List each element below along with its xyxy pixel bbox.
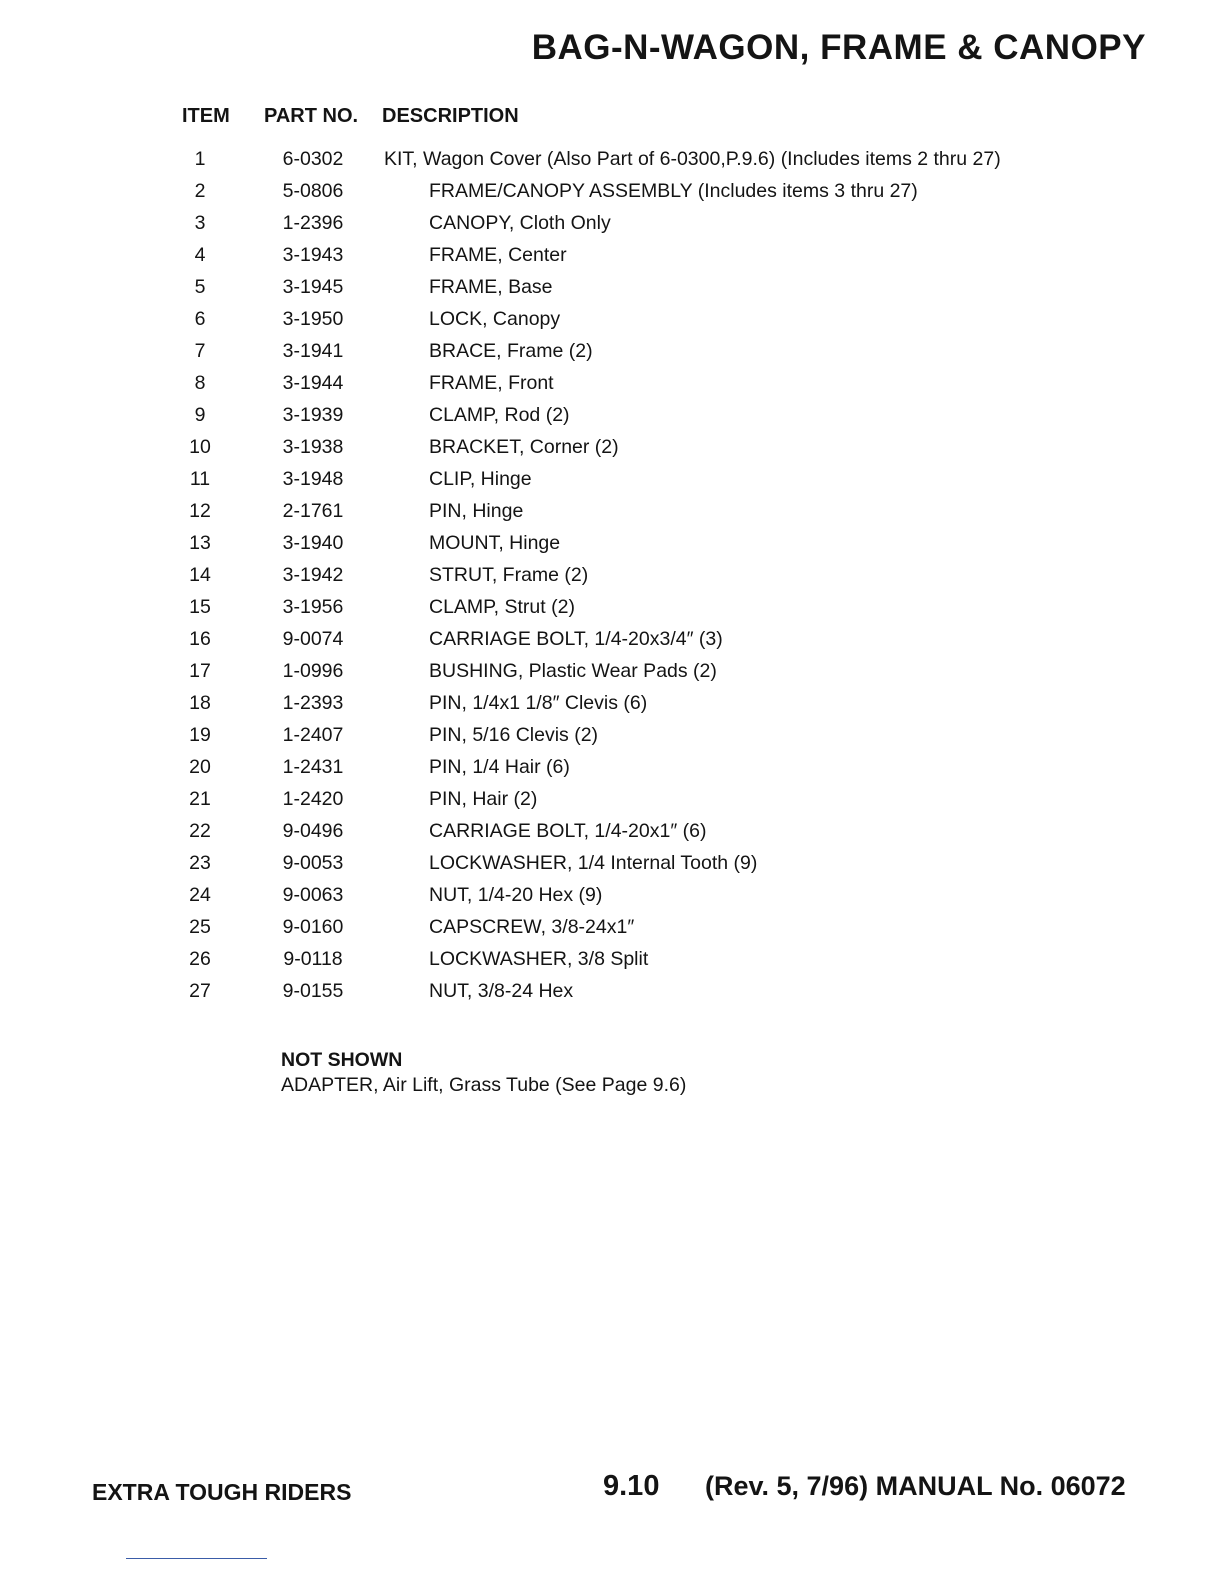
- part-number: 9-0118: [283, 948, 343, 970]
- parts-row: [0, 753, 1224, 785]
- part-number: 9-0074: [282, 628, 344, 650]
- description-column-header: DESCRIPTION: [382, 105, 519, 127]
- item-number: 2: [194, 180, 206, 202]
- item-number: 24: [189, 884, 211, 906]
- item-number: 13: [189, 532, 211, 554]
- parts-row: [0, 529, 1224, 561]
- parts-row: [0, 785, 1224, 817]
- part-description: PIN, Hinge: [429, 500, 524, 522]
- part-description: BRACE, Frame (2): [429, 340, 593, 362]
- part-no-column-header: PART NO.: [264, 105, 359, 127]
- parts-row: [0, 849, 1224, 881]
- part-number: 9-0160: [282, 916, 344, 938]
- part-description: PIN, 5/16 Clevis (2): [429, 724, 599, 746]
- parts-row: [0, 817, 1224, 849]
- item-number: 11: [189, 468, 211, 490]
- parts-row: [0, 305, 1224, 337]
- parts-row: [0, 881, 1224, 913]
- parts-row: [0, 945, 1224, 977]
- part-description: CLIP, Hinge: [429, 468, 532, 490]
- part-description: CARRIAGE BOLT, 1/4-20x1″ (6): [429, 820, 707, 842]
- part-description: PIN, Hair (2): [429, 788, 538, 810]
- part-description: CARRIAGE BOLT, 1/4-20x3/4″ (3): [429, 628, 723, 650]
- part-description: PIN, 1/4 Hair (6): [429, 756, 570, 778]
- part-number: 1-2407: [282, 724, 344, 746]
- parts-row: [0, 689, 1224, 721]
- parts-row: [0, 561, 1224, 593]
- item-number: 8: [194, 372, 206, 394]
- item-number: 1: [194, 148, 206, 170]
- parts-row: [0, 337, 1224, 369]
- part-description: LOCK, Canopy: [429, 308, 561, 330]
- part-description: KIT, Wagon Cover (Also Part of 6-0300,P.9.6) (Includes items 2 thru 27): [384, 148, 1001, 170]
- parts-row: [0, 177, 1224, 209]
- footer-page-number: 9.10: [603, 1470, 660, 1502]
- part-number: 1-2420: [282, 788, 344, 810]
- part-description: CLAMP, Rod (2): [429, 404, 570, 426]
- footer-divider: [126, 1558, 267, 1559]
- item-number: 16: [189, 628, 211, 650]
- part-description: NUT, 3/8-24 Hex: [429, 980, 574, 1002]
- part-description: NUT, 1/4-20 Hex (9): [429, 884, 603, 906]
- part-description: MOUNT, Hinge: [429, 532, 561, 554]
- part-description: FRAME, Front: [429, 372, 554, 394]
- parts-row: [0, 145, 1224, 177]
- item-number: 14: [189, 564, 211, 586]
- parts-row: [0, 657, 1224, 689]
- item-number: 23: [189, 852, 211, 874]
- parts-row: [0, 721, 1224, 753]
- part-number: 3-1941: [282, 340, 344, 362]
- parts-row: [0, 977, 1224, 1009]
- not-shown-heading: NOT SHOWN: [281, 1049, 403, 1071]
- item-number: 26: [189, 948, 211, 970]
- footer-product-line: EXTRA TOUGH RIDERS: [92, 1479, 352, 1505]
- item-number: 19: [189, 724, 211, 746]
- parts-row: [0, 433, 1224, 465]
- not-shown-section: [281, 1048, 686, 1098]
- part-description: PIN, 1/4x1 1/8″ Clevis (6): [429, 692, 648, 714]
- part-number: 1-2393: [282, 692, 344, 714]
- part-description: FRAME, Base: [429, 276, 553, 298]
- item-number: 22: [189, 820, 211, 842]
- part-number: 3-1942: [282, 564, 344, 586]
- parts-row: [0, 625, 1224, 657]
- part-number: 9-0496: [282, 820, 344, 842]
- part-number: 3-1948: [282, 468, 344, 490]
- item-number: 4: [194, 244, 206, 266]
- parts-row: [0, 465, 1224, 497]
- not-shown-text: ADAPTER, Air Lift, Grass Tube (See Page 9.6): [281, 1074, 687, 1096]
- item-number: 21: [189, 788, 211, 810]
- item-number: 18: [189, 692, 211, 714]
- item-number: 25: [189, 916, 211, 938]
- parts-row: [0, 593, 1224, 625]
- parts-row: [0, 913, 1224, 945]
- part-number: 3-1944: [282, 372, 344, 394]
- footer-manual-info: (Rev. 5, 7/96) MANUAL No. 06072: [705, 1471, 1126, 1501]
- part-description: CLAMP, Strut (2): [429, 596, 575, 618]
- parts-row: [0, 209, 1224, 241]
- parts-row: [0, 369, 1224, 401]
- item-number: 3: [194, 212, 206, 234]
- part-number: 1-2396: [282, 212, 344, 234]
- parts-row: [0, 401, 1224, 433]
- part-description: CAPSCREW, 3/8-24x1″: [429, 916, 635, 938]
- parts-row: [0, 273, 1224, 305]
- part-number: 9-0053: [282, 852, 344, 874]
- part-number: 5-0806: [282, 180, 344, 202]
- part-number: 1-2431: [282, 756, 344, 778]
- item-column-header: ITEM: [182, 105, 230, 127]
- part-number: 3-1945: [282, 276, 344, 298]
- part-number: 1-0996: [282, 660, 344, 682]
- part-description: FRAME, Center: [429, 244, 567, 266]
- part-number: 3-1950: [282, 308, 344, 330]
- parts-list: [0, 145, 1224, 1009]
- part-number: 2-1761: [282, 500, 344, 522]
- item-number: 17: [189, 660, 211, 682]
- item-number: 27: [189, 980, 211, 1002]
- item-number: 10: [189, 436, 211, 458]
- part-description: LOCKWASHER, 1/4 Internal Tooth (9): [429, 852, 758, 874]
- part-description: CANOPY, Cloth Only: [429, 212, 611, 234]
- part-number: 3-1940: [282, 532, 344, 554]
- part-number: 3-1939: [282, 404, 344, 426]
- item-number: 20: [189, 756, 211, 778]
- page-title: BAG-N-WAGON, FRAME & CANOPY: [531, 28, 1146, 67]
- item-number: 15: [189, 596, 211, 618]
- part-number: 9-0155: [282, 980, 344, 1002]
- item-number: 6: [194, 308, 206, 330]
- part-number: 9-0063: [282, 884, 344, 906]
- part-description: BUSHING, Plastic Wear Pads (2): [429, 660, 717, 682]
- part-number: 3-1938: [282, 436, 344, 458]
- part-description: LOCKWASHER, 3/8 Split: [429, 948, 649, 970]
- parts-row: [0, 497, 1224, 529]
- part-description: FRAME/CANOPY ASSEMBLY (Includes items 3 thru 27): [429, 180, 918, 202]
- part-description: STRUT, Frame (2): [429, 564, 589, 586]
- part-number: 3-1956: [282, 596, 344, 618]
- part-number: 6-0302: [282, 148, 344, 170]
- column-headers: [0, 105, 1224, 131]
- item-number: 7: [194, 340, 206, 362]
- part-number: 3-1943: [282, 244, 344, 266]
- item-number: 9: [194, 404, 206, 426]
- part-description: BRACKET, Corner (2): [429, 436, 619, 458]
- parts-row: [0, 241, 1224, 273]
- item-number: 12: [189, 500, 211, 522]
- item-number: 5: [194, 276, 206, 298]
